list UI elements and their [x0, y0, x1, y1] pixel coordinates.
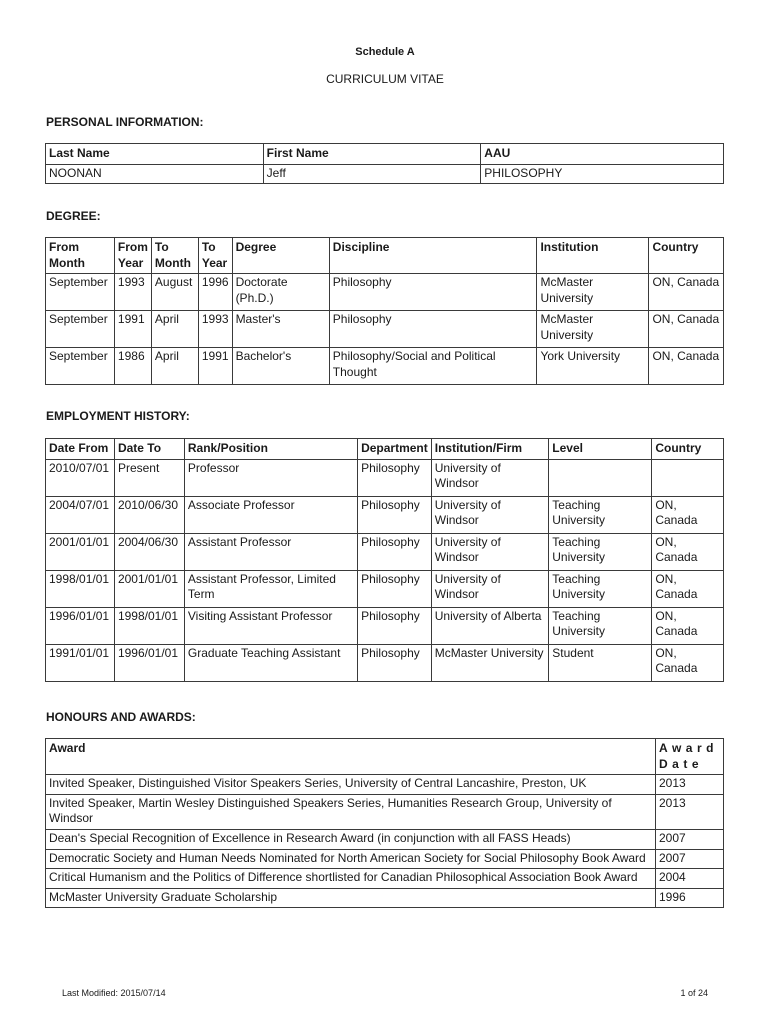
table-cell: Teaching University — [549, 533, 652, 570]
table-cell: Invited Speaker, Martin Wesley Distinguished Speakers Series, Humanities Research Group, University of Windsor — [46, 794, 656, 829]
table-cell: 2007 — [656, 829, 724, 849]
table-row — [46, 164, 724, 184]
header-award: Award — [46, 739, 656, 775]
table-cell: 2007 — [656, 849, 724, 869]
table-cell: September — [46, 348, 115, 385]
table-row — [46, 533, 724, 570]
header-date-from: Date From — [46, 439, 115, 460]
table-cell: ON, Canada — [649, 348, 724, 385]
table-header-row — [46, 144, 724, 165]
header-first-name: First Name — [263, 144, 481, 165]
table-cell: University of Windsor — [431, 459, 549, 496]
table-cell: 2004 — [656, 869, 724, 889]
header-last-name: Last Name — [46, 144, 264, 165]
table-cell: Democratic Society and Human Needs Nominated for North American Society for Social Philosophy Book Award — [46, 849, 656, 869]
aau-value: PHILOSOPHY — [481, 164, 724, 184]
first-name-value: Jeff — [263, 164, 481, 184]
honours-table — [45, 738, 724, 908]
table-cell: McMaster University — [431, 644, 549, 681]
table-cell: 2001/01/01 — [46, 533, 115, 570]
table-cell: McMaster University — [537, 311, 649, 348]
table-cell: ON, Canada — [652, 644, 724, 681]
table-row — [46, 794, 724, 829]
table-cell: University of Alberta — [431, 607, 549, 644]
honours-heading: HONOURS AND AWARDS: — [46, 710, 196, 724]
table-cell: Teaching University — [549, 570, 652, 607]
table-row — [46, 274, 724, 311]
header-to-month: To Month — [151, 238, 198, 274]
table-cell: Dean's Special Recognition of Excellence in Research Award (in conjunction with all FASS Heads) — [46, 829, 656, 849]
schedule-label: Schedule A — [355, 46, 415, 58]
table-cell: 1998/01/01 — [114, 607, 184, 644]
table-header-row — [46, 238, 724, 274]
header-to-year: To Year — [198, 238, 232, 274]
table-cell: September — [46, 274, 115, 311]
page-number: 1 of 24 — [680, 988, 708, 998]
header-date-to: Date To — [114, 439, 184, 460]
header-aau: AAU — [481, 144, 724, 165]
table-cell: Present — [114, 459, 184, 496]
table-cell: 2004/07/01 — [46, 496, 115, 533]
table-row — [46, 849, 724, 869]
table-row — [46, 607, 724, 644]
table-cell: McMaster University — [537, 274, 649, 311]
table-cell: 1993 — [114, 274, 151, 311]
table-header-row — [46, 439, 724, 460]
table-cell: Critical Humanism and the Politics of Difference shortlisted for Canadian Philosophical Association Book Award — [46, 869, 656, 889]
table-cell: 2013 — [656, 794, 724, 829]
header-institution-firm: Institution/Firm — [431, 439, 549, 460]
table-cell: Assistant Professor — [184, 533, 357, 570]
table-cell: ON, Canada — [652, 496, 724, 533]
table-cell: Philosophy — [358, 459, 432, 496]
table-row — [46, 311, 724, 348]
table-cell: York University — [537, 348, 649, 385]
table-cell: Philosophy — [358, 570, 432, 607]
table-cell: Philosophy — [358, 533, 432, 570]
header-discipline: Discipline — [329, 238, 537, 274]
table-cell: McMaster University Graduate Scholarship — [46, 888, 656, 908]
table-cell: ON, Canada — [649, 311, 724, 348]
table-cell: Student — [549, 644, 652, 681]
header-country: Country — [652, 439, 724, 460]
degree-table — [45, 237, 724, 385]
table-cell: Associate Professor — [184, 496, 357, 533]
table-row — [46, 348, 724, 385]
table-cell: September — [46, 311, 115, 348]
table-cell: Teaching University — [549, 496, 652, 533]
header-institution: Institution — [537, 238, 649, 274]
table-cell: 1996 — [198, 274, 232, 311]
header-department: Department — [358, 439, 432, 460]
table-cell: Assistant Professor, Limited Term — [184, 570, 357, 607]
table-cell: 1996/01/01 — [46, 607, 115, 644]
table-cell: 2004/06/30 — [114, 533, 184, 570]
table-cell: 1986 — [114, 348, 151, 385]
table-cell: 1991 — [114, 311, 151, 348]
table-cell: Master's — [232, 311, 329, 348]
personal-info-table — [45, 143, 724, 184]
table-cell: Bachelor's — [232, 348, 329, 385]
table-cell: Visiting Assistant Professor — [184, 607, 357, 644]
table-row — [46, 644, 724, 681]
table-cell: Doctorate (Ph.D.) — [232, 274, 329, 311]
personal-info-heading: PERSONAL INFORMATION: — [46, 115, 204, 129]
table-cell: 1996 — [656, 888, 724, 908]
table-header-row — [46, 739, 724, 775]
table-cell: ON, Canada — [652, 607, 724, 644]
header-award-date: Award Date — [656, 739, 724, 775]
table-cell: University of Windsor — [431, 570, 549, 607]
table-cell: Professor — [184, 459, 357, 496]
document-title: CURRICULUM VITAE — [326, 72, 444, 86]
table-row — [46, 496, 724, 533]
table-cell: 2010/07/01 — [46, 459, 115, 496]
table-cell: Philosophy — [358, 644, 432, 681]
table-row — [46, 570, 724, 607]
table-cell: 2001/01/01 — [114, 570, 184, 607]
table-row — [46, 775, 724, 795]
header-rank-position: Rank/Position — [184, 439, 357, 460]
last-modified: Last Modified: 2015/07/14 — [62, 988, 166, 998]
table-cell: August — [151, 274, 198, 311]
table-cell: Philosophy — [329, 311, 537, 348]
table-cell: April — [151, 348, 198, 385]
table-cell: Philosophy — [358, 607, 432, 644]
table-row — [46, 888, 724, 908]
table-cell: University of Windsor — [431, 533, 549, 570]
table-cell: 1993 — [198, 311, 232, 348]
table-cell: Graduate Teaching Assistant — [184, 644, 357, 681]
table-cell: April — [151, 311, 198, 348]
table-cell — [652, 459, 724, 496]
table-cell: 1998/01/01 — [46, 570, 115, 607]
table-cell: Philosophy/Social and Political Thought — [329, 348, 537, 385]
table-cell: 1991 — [198, 348, 232, 385]
table-cell: ON, Canada — [649, 274, 724, 311]
header-from-month: From Month — [46, 238, 115, 274]
table-cell: 2013 — [656, 775, 724, 795]
table-cell: 1996/01/01 — [114, 644, 184, 681]
table-cell: University of Windsor — [431, 496, 549, 533]
header-country: Country — [649, 238, 724, 274]
table-row — [46, 829, 724, 849]
table-row — [46, 869, 724, 889]
table-row — [46, 459, 724, 496]
employment-heading: EMPLOYMENT HISTORY: — [46, 409, 190, 423]
table-cell: Teaching University — [549, 607, 652, 644]
table-cell: Philosophy — [358, 496, 432, 533]
table-cell: Invited Speaker, Distinguished Visitor Speakers Series, University of Central Lancashire, Preston, UK — [46, 775, 656, 795]
table-cell: ON, Canada — [652, 570, 724, 607]
table-cell: Philosophy — [329, 274, 537, 311]
table-cell: ON, Canada — [652, 533, 724, 570]
degree-heading: DEGREE: — [46, 209, 101, 223]
header-from-year: From Year — [114, 238, 151, 274]
header-level: Level — [549, 439, 652, 460]
table-cell — [549, 459, 652, 496]
employment-table — [45, 438, 724, 682]
table-cell: 1991/01/01 — [46, 644, 115, 681]
last-name-value: NOONAN — [46, 164, 264, 184]
header-degree: Degree — [232, 238, 329, 274]
table-cell: 2010/06/30 — [114, 496, 184, 533]
